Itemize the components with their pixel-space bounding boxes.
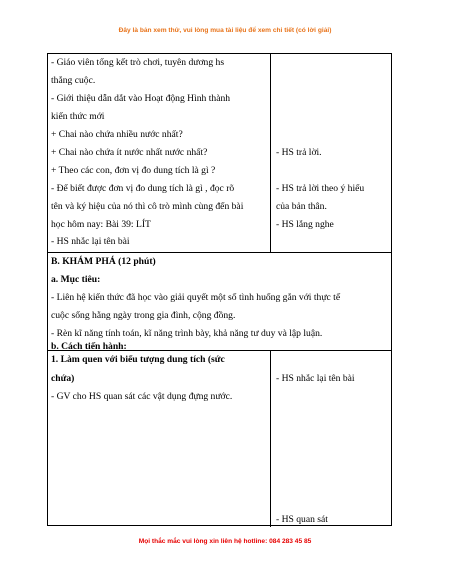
row-divider-1 — [48, 252, 391, 253]
objective-line: - Rèn kĩ năng tính toán, kĩ năng trình bày, khả năng tư duy và lập luận. — [51, 328, 323, 339]
method-title: b. Cách tiến hành: — [51, 341, 127, 352]
text-line: tên và ký hiệu của nó thì cô trò mình cùng đến bài — [51, 201, 244, 212]
text-line: học hôm nay: Bài 39: LÍT — [51, 219, 151, 230]
column-divider-bottom — [270, 350, 271, 527]
preview-notice-header: Đây là bản xem thử, vui lòng mua tài liệu để xem chi tiết (có lời giải) — [118, 27, 332, 34]
text-line: của bản thân. — [276, 201, 327, 212]
text-line: - HS nhắc lại tên bài — [51, 236, 130, 247]
objective-line: - Liên hệ kiến thức đã học vào giải quyết một số tình huống gắn với thực tế — [51, 292, 341, 303]
text-line: - HS nhắc lại tên bài — [276, 373, 355, 384]
activity-title: 1. Làm quen với biểu tượng dung tích (sức — [51, 354, 225, 365]
text-line: kiến thức mới — [51, 111, 105, 122]
text-line: - HS trả lời theo ý hiểu — [276, 183, 365, 194]
objective-title: a. Mục tiêu: — [51, 274, 101, 285]
text-line: - Giới thiệu dẫn dắt vào Hoạt động Hình thành — [51, 93, 231, 104]
section-title: B. KHÁM PHÁ (12 phút) — [51, 256, 156, 267]
column-divider-top — [270, 54, 271, 252]
hotline-footer: Mọi thắc mắc vui lòng xin liên hệ hotline: 084 283 45 85 — [138, 538, 312, 545]
text-line: - HS quan sát — [276, 514, 328, 525]
text-line: - Để biết được đơn vị đo dung tích là gì , đọc rõ — [51, 183, 235, 194]
text-line: + Theo các con, đơn vị đo dung tích là gì ? — [51, 165, 216, 176]
text-line: - Giáo viên tổng kết trò chơi, tuyên dương hs — [51, 57, 225, 68]
activity-title: chứa) — [51, 373, 75, 384]
lesson-plan-table — [47, 53, 392, 526]
text-line: - HS trả lời. — [276, 147, 322, 158]
text-line: + Chai nào chứa ít nước nhất nước nhất? — [51, 147, 208, 158]
text-line: thắng cuộc. — [51, 75, 96, 86]
objective-line: cuộc sống hằng ngày trong gia đình, cộng đồng. — [51, 310, 236, 321]
text-line: + Chai nào chứa nhiều nước nhất? — [51, 129, 183, 140]
text-line: - HS lắng nghe — [276, 219, 334, 230]
text-line: - GV cho HS quan sát các vật dụng đựng nước. — [51, 391, 233, 402]
